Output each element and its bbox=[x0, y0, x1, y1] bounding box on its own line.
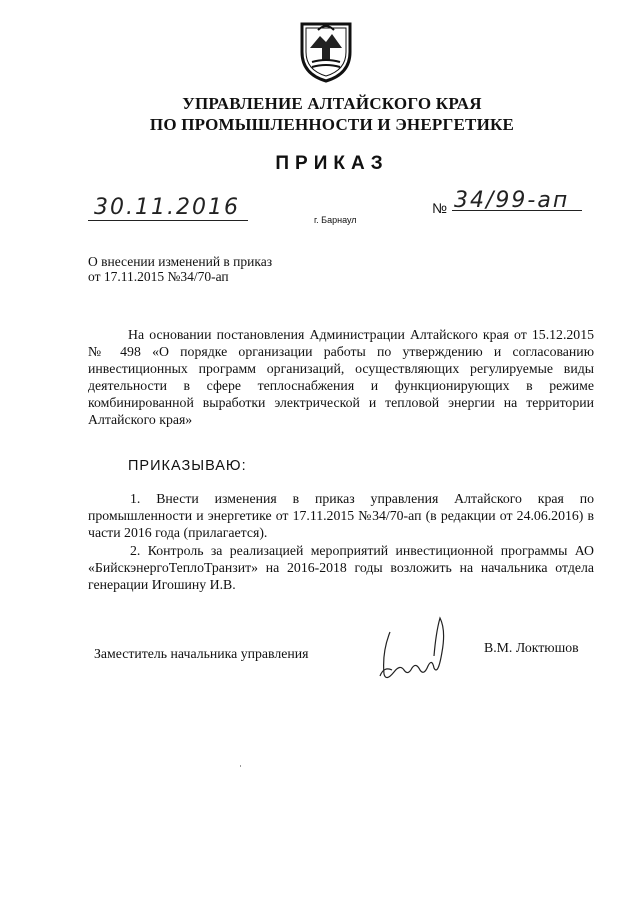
city-label: г. Барнаул bbox=[314, 215, 357, 225]
scan-artifact bbox=[240, 765, 241, 767]
order-item-2: 2. Контроль за реализацией мероприятий инвестиционной программы АО «БийскэнергоТеплоТранзит» на 2016-2018 годы возложить на начальника отдела генерации Игошину И.В. bbox=[88, 543, 594, 592]
handwritten-signature bbox=[360, 612, 460, 692]
signer-name: В.М. Локтюшов bbox=[484, 640, 579, 655]
document-title: ПРИКАЗ bbox=[275, 153, 389, 174]
subject-line2: от 17.11.2015 №34/70-ап bbox=[88, 269, 229, 284]
date-underline bbox=[88, 220, 248, 221]
number-underline bbox=[452, 210, 582, 211]
organization-name-line2: ПО ПРОМЫШЛЕННОСТИ И ЭНЕРГЕТИКЕ bbox=[149, 115, 515, 134]
order-item-1: 1. Внести изменения в приказ управления Алтайского края по промышленности и энергетике от 17.11.2015 №34/70-ап (в редакции от 24.06.2016) в части 2016 года (прилагается). bbox=[88, 491, 594, 540]
document-date: 30.11.2016 bbox=[94, 195, 240, 220]
signer-position: Заместитель начальника управления bbox=[94, 646, 309, 661]
document-subject bbox=[88, 254, 272, 284]
basis-paragraph: На основании постановления Администрации Алтайского края от 15.12.2015 № 498 «О порядке организации работы по утверждению и согласованию инвестиционных программ организаций, осуществляющих регулируемые виды деятельности в сфере теплоснабжения и функционирующих в режиме комбинированной выработки электрической и тепловой энергии на территории Алтайского края» bbox=[88, 327, 594, 427]
document-number: 34/99-ап bbox=[454, 188, 570, 213]
order-word: ПРИКАЗЫВАЮ: bbox=[128, 458, 247, 474]
number-label: № bbox=[432, 200, 448, 216]
organization-name-line1: УПРАВЛЕНИЕ АЛТАЙСКОГО КРАЯ bbox=[182, 94, 482, 113]
coat-of-arms-icon bbox=[296, 18, 356, 84]
subject-line1: О внесении изменений в приказ bbox=[88, 254, 273, 269]
